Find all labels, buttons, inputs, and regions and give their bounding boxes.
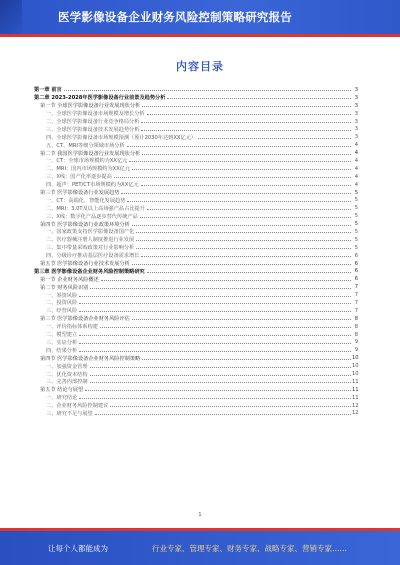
toc-leader-dots [147, 272, 351, 273]
toc-entry-label: 第三节 医学影像设备企业财务风险评估 [40, 316, 130, 323]
toc-entry[interactable] [34, 141, 358, 149]
toc-entry-page: 4 [354, 142, 358, 149]
toc-entry-label: 二、MRI：3.0T及以上高场强产品占比提升 [46, 205, 145, 212]
toc-entry-page: 8 [354, 315, 358, 322]
report-title: 医学影像设备企业财务风险控制策略研究报告 [58, 10, 292, 24]
toc-leader-dots [141, 256, 351, 257]
table-of-contents [34, 86, 358, 417]
toc-entry[interactable] [34, 394, 358, 402]
toc-entry[interactable] [34, 410, 358, 418]
toc-entry[interactable] [34, 181, 358, 189]
toc-entry[interactable] [34, 204, 358, 212]
toc-entry-page: 3 [354, 86, 358, 93]
header-banner [0, 0, 400, 34]
toc-leader-dots [147, 209, 351, 210]
toc-entry-label: 一、研究结论 [46, 395, 78, 402]
toc-entry[interactable] [34, 173, 358, 181]
toc-leader-dots [79, 398, 351, 399]
toc-leader-dots [90, 367, 351, 368]
toc-leader-dots [142, 154, 351, 155]
toc-entry-page: 11 [352, 386, 359, 393]
toc-entry-page: 5 [354, 228, 358, 235]
toc-leader-dots [132, 169, 351, 170]
toc-entry-page: 11 [352, 394, 359, 401]
toc-entry-page: 4 [354, 165, 358, 172]
toc-entry-label: 一、评价指标体系构建 [46, 324, 98, 331]
toc-entry-page: 10 [352, 371, 359, 377]
toc-entry-label: 三、集中带量采购政策对行业影响分析 [46, 245, 135, 252]
toc-entry-page: 8 [354, 323, 358, 330]
toc-entry-label: 第四节 医学影像设备企业财务风险控制策略 [40, 355, 141, 362]
toc-leader-dots [129, 161, 351, 162]
toc-entry[interactable] [34, 149, 358, 157]
toc-entry-label: 一、筹资风险 [46, 292, 78, 299]
toc-entry-page: 5 [354, 244, 358, 251]
toc-entry-label: 一、国家政策支持医学影像设备国产化 [46, 229, 135, 236]
toc-entry-label: 一、CT：全球市场规模约为XX亿元 [46, 158, 128, 165]
toc-entry-label: 第三节 医学影像设备行业发展趋势 [40, 190, 120, 197]
toc-leader-dots [79, 351, 351, 352]
footer-banner [0, 531, 400, 565]
toc-entry-label: 三、完善内部控制 [46, 379, 88, 386]
toc-entry[interactable] [34, 196, 358, 204]
toc-entry-label: 三、经营风险 [46, 308, 78, 315]
toc-leader-dots [90, 382, 351, 383]
toc-leader-dots [110, 406, 351, 407]
toc-entry-label: 二、投资风险 [46, 300, 78, 307]
toc-leader-dots [140, 217, 351, 218]
toc-leader-dots [127, 201, 351, 202]
toc-entry-page: 3 [354, 126, 358, 133]
toc-entry[interactable] [34, 260, 358, 268]
toc-leader-dots [127, 146, 351, 147]
toc-entry-label: 第二章 2023-2028年医学影像设备行业前景及趋势分析 [34, 95, 166, 102]
toc-leader-dots [142, 106, 351, 107]
toc-entry-page: 9 [354, 347, 358, 354]
toc-entry-label: 二、全球医学影像设备行业竞争格局分析 [46, 119, 140, 125]
toc-leader-dots [136, 248, 351, 249]
toc-entry[interactable] [34, 346, 358, 354]
toc-entry[interactable] [34, 315, 358, 323]
toc-entry[interactable] [34, 307, 358, 315]
header-divider [0, 34, 400, 37]
toc-leader-dots [79, 343, 351, 344]
page-number: 1 [198, 512, 202, 518]
toc-leader-dots [141, 185, 351, 186]
footer-roles: 行业专家、管理专家、财务专家、战略专家、营销专家…… [152, 544, 347, 553]
toc-entry-page: 7 [354, 307, 358, 314]
toc-leader-dots [85, 390, 351, 391]
toc-leader-dots [136, 240, 351, 241]
toc-entry-page: 6 [354, 252, 358, 259]
toc-entry-label: 一、全球医学影像设备市场规模及增长分析 [46, 111, 145, 118]
toc-entry-page: 6 [354, 268, 358, 275]
toc-leader-dots [141, 122, 351, 123]
toc-entry[interactable] [34, 362, 358, 370]
toc-entry-page: 10 [352, 355, 359, 362]
toc-leader-dots [114, 177, 351, 178]
toc-entry-page: 4 [354, 157, 358, 164]
toc-entry-page: 4 [354, 181, 358, 188]
toc-entry[interactable] [34, 118, 358, 126]
toc-entry-page: 11 [352, 378, 359, 385]
toc-entry-page: 4 [354, 150, 358, 157]
toc-entry-label: 第五节 结论与展望 [40, 387, 84, 394]
toc-leader-dots [90, 288, 351, 289]
toc-entry[interactable] [34, 94, 358, 102]
toc-leader-dots [132, 319, 351, 320]
toc-entry-label: 二、模型建立 [46, 332, 78, 339]
toc-leader-dots [79, 335, 351, 336]
toc-entry-page: 7 [354, 292, 358, 299]
toc-leader-dots [147, 114, 351, 115]
toc-entry[interactable] [34, 339, 358, 347]
toc-entry-page: 9 [354, 339, 358, 346]
toc-leader-dots [79, 303, 351, 304]
toc-entry[interactable] [34, 331, 358, 339]
toc-entry-page: 5 [354, 197, 358, 204]
toc-entry-label: 第三章 医学影像设备企业财务风险控制策略研究 [34, 268, 145, 275]
toc-entry-label: 第一章 前言 [34, 87, 62, 94]
toc-entry-page: 5 [354, 221, 358, 228]
toc-entry[interactable] [34, 165, 358, 173]
footer-slogan: 让每个人都能成为 [48, 544, 108, 553]
toc-entry[interactable] [34, 386, 358, 394]
toc-entry-page: 5 [354, 236, 358, 243]
toc-leader-dots [101, 280, 351, 281]
toc-entry-label: 四、超声：PET/CT市场规模约为XX亿元 [46, 182, 139, 189]
toc-leader-dots [136, 232, 351, 233]
toc-entry-page: 6 [354, 276, 358, 283]
toc-leader-dots [79, 296, 351, 297]
toc-entry-label: 二、优化资本结构 [46, 371, 88, 378]
toc-entry-label: 四、结果分析 [46, 347, 78, 354]
toc-entry[interactable] [34, 402, 358, 410]
toc-entry-page: 3 [354, 134, 358, 141]
toc-entry-page: 3 [354, 102, 358, 109]
toc-entry-label: 三、全球医学影像设备技术发展趋势分析 [46, 126, 140, 133]
toc-entry-label: 五、CT、MRI等细分领域市场分析 [46, 142, 125, 149]
toc-leader-dots [141, 130, 351, 131]
toc-entry-label: 第二节 财务风险识别 [40, 284, 89, 291]
toc-entry-label: 第一节 企业财务风险概述 [40, 276, 99, 283]
toc-entry-label: 一、CT：高端化、智能化发展趋势 [46, 197, 126, 204]
toc-entry[interactable] [34, 189, 358, 197]
banner-stripe-decoration [0, 0, 22, 34]
toc-entry-label: 三、研究不足与展望 [46, 410, 93, 417]
toc-leader-dots [121, 193, 351, 194]
toc-leader-dots [79, 311, 351, 312]
toc-entry-page: 3 [354, 118, 358, 125]
toc-entry[interactable] [34, 267, 358, 275]
toc-entry[interactable] [34, 283, 358, 291]
toc-entry[interactable] [34, 378, 358, 386]
toc-leader-dots [64, 90, 351, 91]
toc-leader-dots [95, 414, 351, 415]
toc-entry-page: 7 [354, 299, 358, 306]
toc-entry-page: 3 [354, 110, 358, 117]
toc-entry-label: 二、医疗器械注册人制度推进行业发展 [46, 237, 135, 244]
toc-entry-page: 3 [354, 94, 358, 101]
toc-entry-label: 第二节 我国医学影像设备行业发展现状分析 [40, 150, 141, 157]
toc-entry-page: 8 [354, 331, 358, 338]
toc-entry[interactable] [34, 228, 358, 236]
toc-entry[interactable] [34, 220, 358, 228]
toc-entry[interactable] [34, 323, 358, 331]
toc-entry-page: 5 [354, 189, 358, 196]
toc-entry-label: 四、全球医学影像设备市场规模预测（预计2030年达到XX亿元） [46, 134, 196, 141]
toc-entry[interactable] [34, 275, 358, 283]
toc-entry-label: 第一节 全球医学影像设备行业发展现状分析 [40, 103, 141, 110]
toc-entry-label: 第五节 医学影像设备行业技术发展分析 [40, 261, 130, 268]
toc-entry[interactable] [34, 157, 358, 165]
toc-entry[interactable] [34, 236, 358, 244]
toc-entry-page: 4 [354, 173, 358, 180]
toc-entry-label: 四、分级诊疗推动基层医疗设备需求增长 [46, 253, 140, 260]
toc-leader-dots [167, 98, 351, 99]
toc-leader-dots [132, 225, 351, 226]
toc-entry[interactable] [34, 354, 358, 362]
toc-entry[interactable] [34, 252, 358, 260]
toc-entry[interactable] [34, 86, 358, 94]
toc-entry-label: 三、实证分析 [46, 339, 78, 346]
toc-entry[interactable] [34, 102, 358, 110]
toc-entry-page: 7 [354, 284, 358, 291]
toc-entry[interactable] [34, 370, 358, 378]
toc-entry[interactable] [34, 125, 358, 133]
toc-entry-page: 5 [354, 213, 358, 220]
toc-leader-dots [198, 138, 351, 139]
toc-leader-dots [100, 327, 351, 328]
toc-entry-page: 12 [352, 402, 359, 409]
toc-entry-page: 12 [352, 410, 359, 417]
toc-leader-dots [142, 359, 351, 360]
toc-entry-label: 二、企业财务风险控制建议 [46, 403, 109, 410]
toc-entry-page: 10 [352, 363, 359, 370]
toc-entry[interactable] [34, 244, 358, 252]
toc-entry[interactable] [34, 212, 358, 220]
toc-entry[interactable] [34, 291, 358, 299]
toc-leader-dots [90, 375, 351, 376]
toc-entry[interactable] [34, 133, 358, 141]
toc-entry-label: 一、加强资金管理 [46, 363, 88, 370]
toc-entry-page: 5 [354, 205, 358, 212]
toc-entry-label: 第四节 医学影像设备行业政策环境分析 [40, 221, 130, 228]
toc-heading: 内容目录 [176, 60, 224, 73]
toc-entry[interactable] [34, 110, 358, 118]
toc-entry-label: 三、X线：国产化率逐步提高 [46, 174, 112, 181]
toc-entry-label: 三、X线：数字化产品逐步替代传统产品 [46, 213, 138, 220]
toc-entry-label: 二、MRI：国内市场规模约为XX亿元 [46, 166, 131, 173]
toc-entry-page: 6 [354, 260, 358, 267]
toc-entry[interactable] [34, 299, 358, 307]
toc-leader-dots [132, 264, 351, 265]
